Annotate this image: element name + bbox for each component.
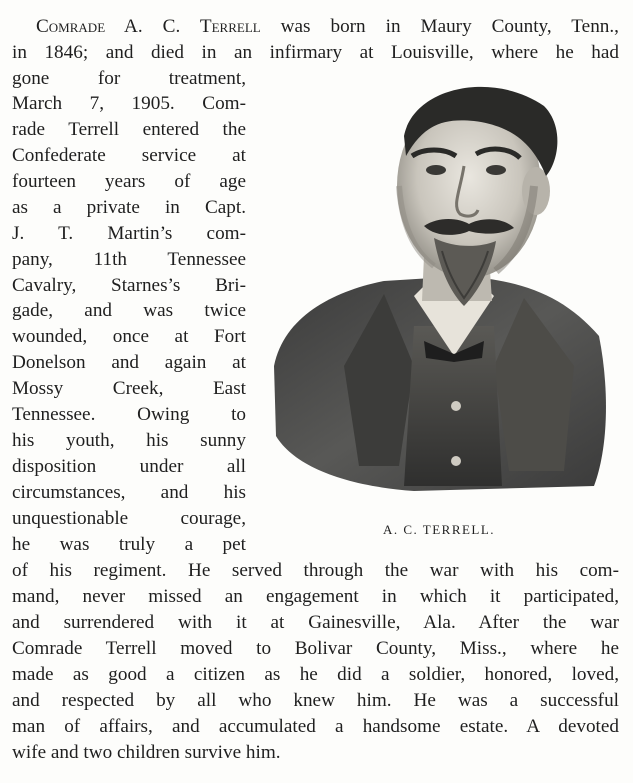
article-line: Donelson and again at [12, 352, 246, 373]
article-line: gone for treatment, [12, 68, 246, 89]
article-line: of his regiment. He served through the war with his com- [12, 560, 619, 581]
article-line: rade Terrell entered the [12, 119, 246, 140]
article-line: wife and two children survive him. [12, 742, 281, 763]
article-line: Confederate service at [12, 145, 246, 166]
article-line: man of affairs, and accumulated a handsome estate. A devoted [12, 716, 619, 737]
article-line: as a private in Capt. [12, 197, 246, 218]
lead-name: Comrade A. C. Terrell [36, 16, 261, 37]
article-line: Mossy Creek, East [12, 378, 246, 399]
portrait-caption: A. C. TERRELL. [382, 522, 496, 537]
article-line: in 1846; and died in an infirmary at Louisville, where he had [12, 42, 619, 63]
article-line: disposition under all [12, 456, 246, 477]
article-line: wounded, once at Fort [12, 326, 246, 347]
article-line: circumstances, and his [12, 482, 246, 503]
article-line: and respected by all who knew him. He was a successful [12, 690, 619, 711]
article-line: gade, and was twice [12, 300, 246, 321]
article-line: Comrade Terrell moved to Bolivar County, Miss., where he [12, 638, 619, 659]
article-line: he was truly a pet [12, 534, 246, 555]
article-line: Comrade A. C. Terrell was born in Maury County, Tenn., [36, 16, 619, 37]
article-line: Tennessee. Owing to [12, 404, 246, 425]
article-line: his youth, his sunny [12, 430, 246, 451]
portrait-image [264, 66, 614, 498]
article-line: and surrendered with it at Gainesville, Ala. After the war [12, 612, 619, 633]
article-line: J. T. Martin’s com- [12, 223, 246, 244]
article-line: made as good a citizen as he did a soldier, honored, loved, [12, 664, 619, 685]
article-line: fourteen years of age [12, 171, 246, 192]
article-line: mand, never missed an engagement in which it participated, [12, 586, 619, 607]
article-line: Cavalry, Starnes’s Bri- [12, 275, 246, 296]
article-line: March 7, 1905. Com- [12, 93, 246, 114]
article-line: unquestionable courage, [12, 508, 246, 529]
article-line: pany, 11th Tennessee [12, 249, 246, 270]
